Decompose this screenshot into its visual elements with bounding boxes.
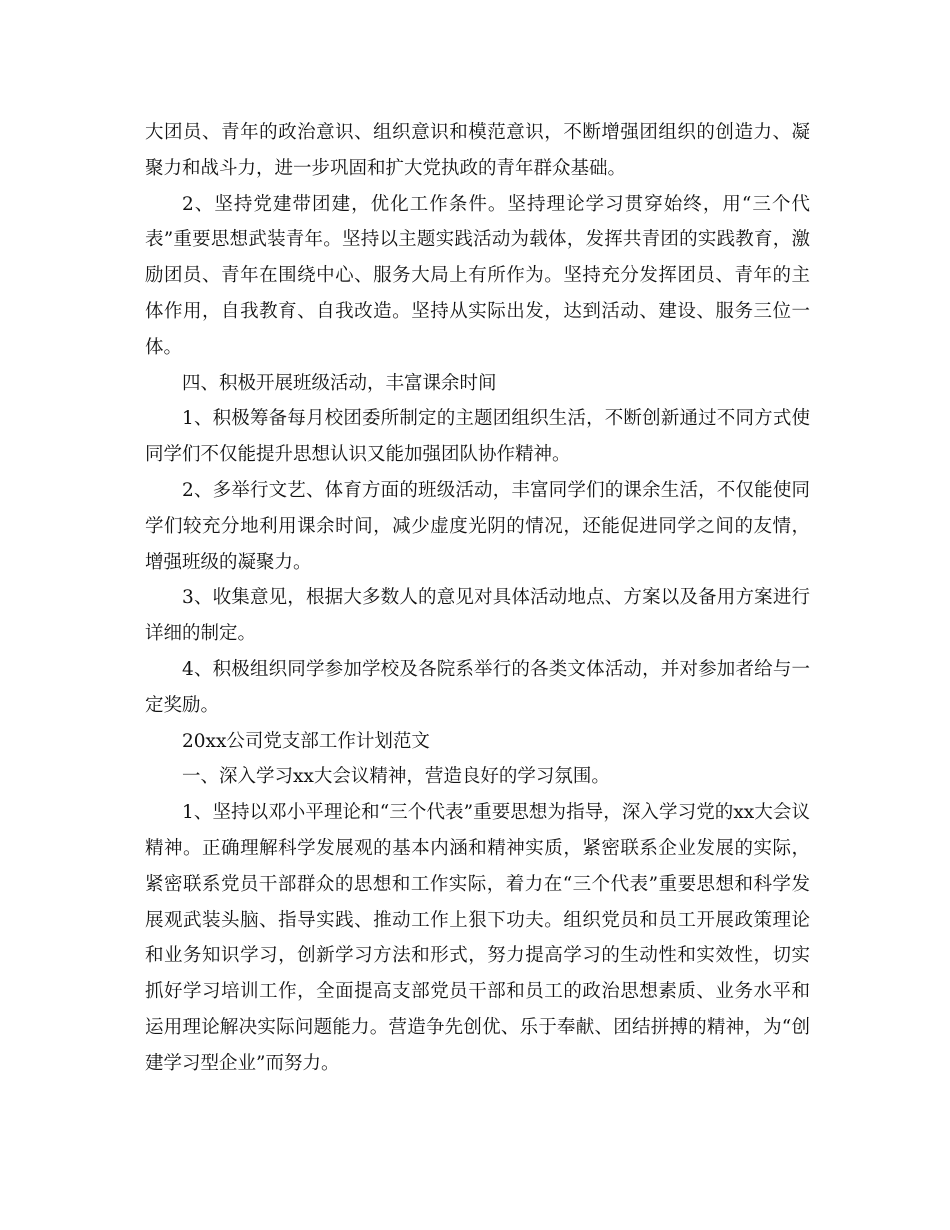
document-subtitle: 20xx公司党支部工作计划范文 [182, 730, 430, 752]
section-heading-1: 一、深入学习xx大会议精神，营造良好的学习氛围。 [182, 766, 610, 788]
paragraph-2: 2、坚持党建带团建，优化工作条件。坚持理论学习贯穿始终，用“三个代表”重要思想武装青年。坚持以主题实践活动为载体，发挥共青团的实践教育，激励团员、青年在围绕中心、服务大局上有所作为。坚持充分发挥团员、青年的主体作用，自我教育、自我改造。坚持从实际出发，达到活动、建设、服务三位一体。 [145, 193, 810, 358]
paragraph-7: 1、坚持以邓小平理论和“三个代表”重要思想为指导，深入学习党的xx大会议精神。正确理解科学发展观的基本内涵和精神实质，紧密联系企业发展的实际，紧密联系党员干部群众的思想和工作实际，着力在“三个代表”重要思想和科学发展观武装头脑、指导实践、推动工作上狠下功夫。组织党员和员工开展政策理论和业务知识学习，创新学习方法和形式，努力提高学习的生动性和实效性，切实抓好学习培训工作，全面提高支部党员干部和员工的政治思想素质、业务水平和运用理论解决实际问题能力。营造争先创优、乐于奉献、团结拼搏的精神，为“创建学习型企业”而努力。 [145, 802, 810, 1074]
paragraph-5: 3、收集意见，根据大多数人的意见对具体活动地点、方案以及备用方案进行详细的制定。 [145, 587, 810, 645]
paragraph-1: 大团员、青年的政治意识、组织意识和模范意识，不断增强团组织的创造力、凝聚力和战斗力，进一步巩固和扩大党执政的青年群众基础。 [145, 122, 810, 179]
document-body [145, 115, 810, 1082]
paragraph-6: 4、积极组织同学参加学校及各院系举行的各类文体活动，并对参加者给与一定奖励。 [145, 658, 810, 716]
paragraph-3: 1、积极筹备每月校团委所制定的主题团组织生活，不断创新通过不同方式使同学们不仅能提升思想认识又能加强团队协作精神。 [145, 408, 810, 466]
section-heading-4: 四、积极开展班级活动，丰富课余时间 [182, 372, 497, 394]
paragraph-4: 2、多举行文艺、体育方面的班级活动，丰富同学们的课余生活，不仅能使同学们较充分地利用课余时间，减少虚度光阴的情况，还能促进同学之间的友情，增强班级的凝聚力。 [145, 479, 810, 573]
